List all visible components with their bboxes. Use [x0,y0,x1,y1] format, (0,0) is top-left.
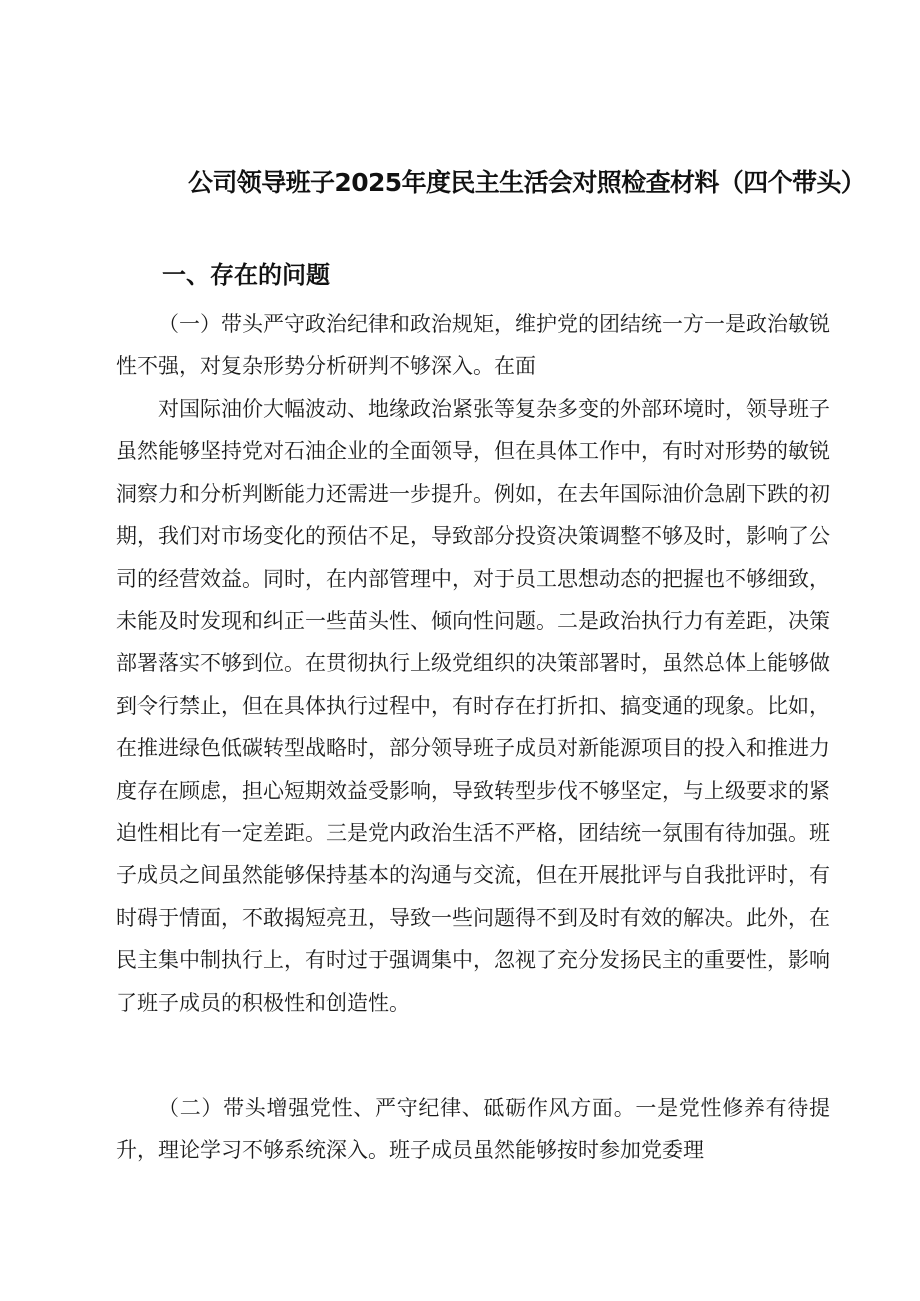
paragraph-3: （二）带头增强党性、严守纪律、砥砺作风方面。一是党性修养有待提升，理论学习不够系统深入。班子成员虽然能够按时参加党委理 [116,1096,830,1163]
paragraph-2: 对国际油价大幅波动、地缘政治紧张等复杂多变的外部环境时，领导班子虽然能够坚持党对石油企业的全面领导，但在具体工作中，有时对形势的敏锐洞察力和分析判断能力还需进一步提升。例如，在去年国际油价急剧下跌的初期，我们对市场变化的预估不足，导致部分投资决策调整不够及时，影响了公司的经营效益。同时，在内部管理中，对于员工思想动态的把握也不够细致，未能及时发现和纠正一些苗头性、倾向性问题。二是政治执行力有差距，决策部署落实不够到位。在贯彻执行上级党组织的决策部署时，虽然总体上能够做到令行禁止，但在具体执行过程中，有时存在打折扣、搞变通的现象。比如，在推进绿色低碳转型战略时，部分领导班子成员对新能源项目的投入和推进力度存在顾虑，担心短期效益受影响，导致转型步伐不够坚定，与上级要求的紧迫性相比有一定差距。三是党内政治生活不严格，团结统一氛围有待加强。班子成员之间虽然能够保持基本的沟通与交流，但在开展批评与自我批评时，有时碍于情面，不敢揭短亮丑，导致一些问题得不到及时有效的解决。此外，在民主集中制执行上，有时过于强调集中，忽视了充分发扬民主的重要性，影响了班子成员的积极性和创造性。 [116,397,830,1015]
paragraph-1: （一）带头严守政治纪律和政治规矩，维护党的团结统一方一是政治敏锐性不强，对复杂形势分析研判不够深入。在面 [116,312,830,379]
section-heading: 一、存在的问题 [162,261,330,289]
document-title: 公司领导班子2025年度民主生活会对照检查材料（四个带头） [188,168,866,197]
